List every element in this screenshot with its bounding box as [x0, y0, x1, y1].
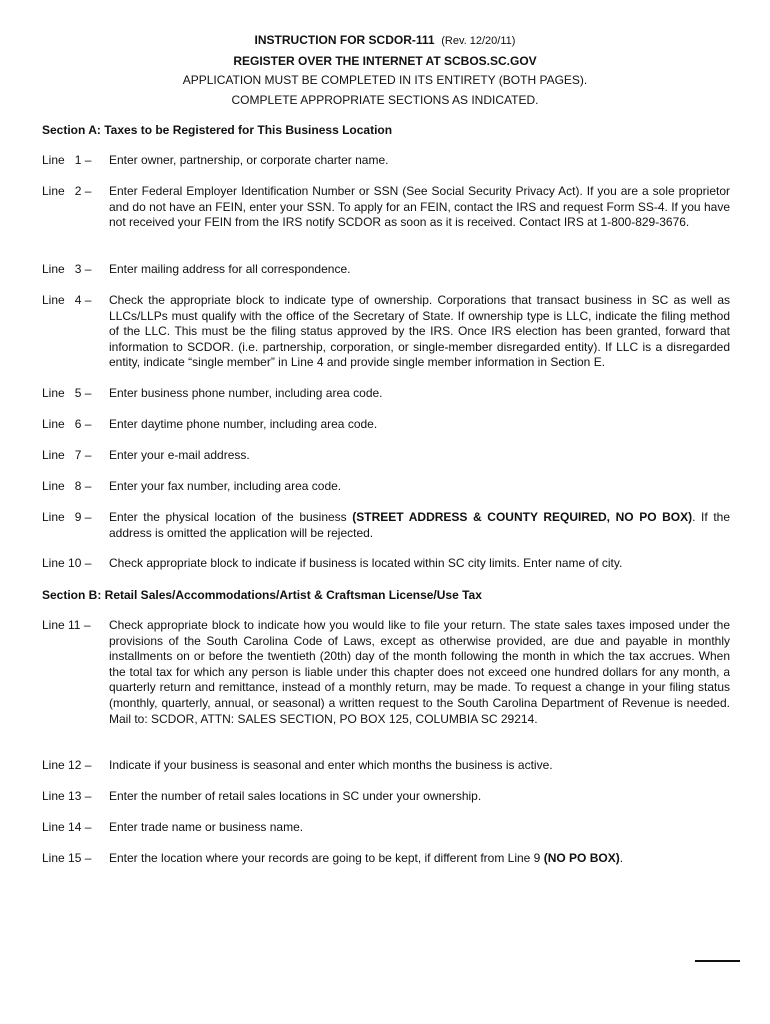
form-title-line [0, 31, 770, 52]
line-text [109, 851, 730, 867]
page-corner-rule [695, 960, 740, 962]
line-item-7 [42, 448, 730, 464]
line-item-10 [42, 556, 730, 572]
line-text: Enter your e-mail address. [109, 448, 250, 462]
line-text [109, 510, 730, 541]
line-text: Enter your fax number, including area code. [109, 479, 342, 493]
line-text: Check appropriate block to indicate if business is located within SC city limits. Enter name of city. [109, 556, 623, 570]
line-item-14 [42, 820, 730, 836]
line-item-1 [42, 153, 730, 169]
line-label: Line 3 – [42, 262, 92, 276]
line-text: Enter Federal Employer Identification Number or SSN (See Social Security Privacy Act). If you are a sole proprietor and do not have an FEIN, enter your SSN. To apply for an FEIN, contact the IRS and request Form SS-4. If you have not received your FEIN from the IRS notify SCDOR as soon as it is received. Contact IRS at 1-800-829-3676. [109, 184, 730, 230]
line-label: Line 2 – [42, 184, 92, 198]
line-text: Indicate if your business is seasonal and enter which months the business is active. [109, 758, 553, 772]
line-label: Line 8 – [42, 479, 92, 493]
line-text-start: Enter the location where your records are going to be kept, if different from Line 9 [109, 851, 544, 865]
line-label: Line 5 – [42, 386, 92, 400]
line-text: Enter the number of retail sales locations in SC under your ownership. [109, 789, 482, 803]
complete-entirety-notice: APPLICATION MUST BE COMPLETED IN ITS ENTIRETY (BOTH PAGES). [182, 73, 588, 87]
line-item-6 [42, 417, 730, 433]
register-online-notice: REGISTER OVER THE INTERNET AT SCBOS.SC.GOV [233, 53, 537, 68]
line-item-2 [42, 184, 730, 231]
section-b-heading: Section B: Retail Sales/Accommodations/Artist & Craftsman License/Use Tax [42, 588, 482, 602]
line-text: Check appropriate block to indicate how you would like to file your return. The state sales taxes imposed under the provisions of the South Carolina Code of Laws, except as otherwise provided, are due and payable in monthly installments on or before the twentieth (20th) day of the month following the month in which the tax accrues. When the total tax for which any person is liable under this chapter does not exceed one hundred dollars for any month, a quarterly return and remittance, instead of a monthly return, may be made. To request a change in your filing status (monthly, quarterly, annual, or seasonal) a written request to the South Carolina Department of Revenue is needed. Mail to: SCDOR, ATTN: SALES SECTION, PO BOX 125, COLUMBIA SC 29214. [109, 618, 730, 726]
line-label: Line 10 – [42, 556, 92, 570]
line-text: Enter mailing address for all correspondence. [109, 262, 351, 276]
form-title: INSTRUCTION FOR SCDOR-111 [254, 33, 435, 47]
section-a-heading: Section A: Taxes to be Registered for This Business Location [42, 123, 393, 137]
line-text: Enter daytime phone number, including area code. [109, 417, 378, 431]
no-po-box-note: (NO PO BOX) [543, 851, 620, 865]
line-item-12 [42, 758, 730, 774]
revision-date: (Rev. 12/20/11) [441, 35, 516, 47]
line-item-13 [42, 789, 730, 805]
complete-sections-notice: COMPLETE APPROPRIATE SECTIONS AS INDICATED. [231, 92, 539, 107]
line-item-15 [42, 851, 730, 867]
line-label: Line 4 – [42, 293, 92, 307]
line-item-5 [42, 386, 730, 402]
line-text: Enter owner, partnership, or corporate charter name. [109, 153, 389, 167]
line-text-end: . [619, 851, 624, 865]
line-text: Check the appropriate block to indicate type of ownership. Corporations that transact business in SC as well as LLCs/LLPs must qualify with the office of the Secretary of State. If ownership type is LLC, indicate the filing method of the LLC. This must be the filing status approved by the IRS. Once IRS election has been granted, forward that information to SCDOR. (i.e. partnership, corporation, or single-member disregarded entity). If LLC is a disregarded entity, indicate “single member” in Line 4 and provide single member information in Section E. [109, 293, 730, 370]
line-text-end: . If the address is omitted the application will be rejected. [109, 510, 730, 540]
line-item-8 [42, 479, 730, 495]
line-label: Line 1 – [42, 153, 92, 167]
line-text-start: Enter the physical location of the business [109, 510, 353, 524]
line-label: Line 6 – [42, 417, 92, 431]
line-label: Line 12 – [42, 758, 92, 772]
line-item-11 [42, 618, 730, 727]
line-label: Line 9 – [42, 510, 92, 524]
document-header [0, 31, 770, 110]
line-label: Line 15 – [42, 851, 92, 865]
line-text: Enter business phone number, including area code. [109, 386, 383, 400]
street-address-required-note: (STREET ADDRESS & COUNTY REQUIRED, NO PO BOX) [352, 510, 693, 524]
line-label: Line 7 – [42, 448, 92, 462]
line-text: Enter trade name or business name. [109, 820, 304, 834]
line-item-9 [42, 510, 730, 541]
line-label: Line 13 – [42, 789, 92, 803]
line-label: Line 14 – [42, 820, 92, 834]
line-label: Line 11 – [42, 618, 91, 632]
line-item-4 [42, 293, 730, 371]
line-item-3 [42, 262, 730, 278]
